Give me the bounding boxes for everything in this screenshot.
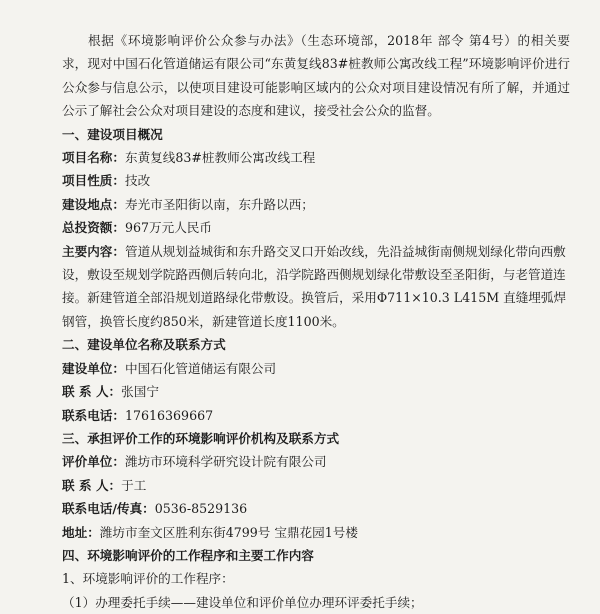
field-value: 17616369667	[124, 407, 214, 423]
field-project-nature	[62, 169, 570, 192]
procedure-line-1: 1、环境影响评价的工作程序：	[62, 571, 234, 587]
field-label: 建设单位：	[62, 360, 125, 376]
field-evaluator-contact	[62, 474, 570, 497]
field-total-investment	[62, 216, 570, 239]
field-label: 联 系 人：	[62, 384, 122, 400]
field-label: 项目名称：	[62, 150, 125, 166]
section-heading-builder: 二、建设单位名称及联系方式	[62, 337, 226, 353]
section-heading-project-overview: 一、建设项目概况	[62, 126, 163, 142]
field-label: 主要内容：	[62, 243, 125, 259]
field-value: 967万元人民币	[124, 220, 212, 236]
field-value: 寿光市圣阳街以南，东升路以西；	[124, 196, 314, 212]
field-value: 潍坊市奎文区胜利东街4799号 宝鼎花园1号楼	[99, 524, 358, 540]
field-label: 联系电话：	[62, 407, 125, 423]
field-builder-contact	[62, 380, 570, 403]
section-heading-evaluator: 三、承担评价工作的环境影响评价机构及联系方式	[62, 430, 340, 446]
field-evaluator-phone-fax	[62, 497, 570, 520]
field-main-content	[62, 240, 570, 334]
field-label: 联系电话/传真：	[62, 501, 155, 517]
field-evaluator-unit	[62, 450, 570, 473]
field-value: 中国石化管道储运有限公司	[124, 360, 277, 376]
procedure-line-2: （1）办理委托手续——建设单位和评价单位办理环评委托手续；	[62, 594, 423, 610]
field-evaluator-address	[62, 521, 570, 544]
field-label: 评价单位：	[62, 454, 125, 470]
field-value: 管道从规划益城街和东升路交叉口开始改线，先沿益城街南侧规划绿化带向西敷设，敷设至规划学院路西侧后转向北，沿学院路西侧规划绿化带敷设至圣阳街，与老管道连接。新建管道全部沿规划道路绿化带敷设。换管后，采用Φ711×10.3 L415M 直缝埋弧焊钢管，换管长度约850米，新建管道长度1100米。	[62, 243, 567, 329]
field-label: 建设地点：	[62, 196, 125, 212]
field-value: 技改	[124, 173, 151, 189]
field-label: 总投资额：	[62, 220, 125, 236]
section-heading-procedure: 四、环境影响评价的工作程序和主要工作内容	[62, 547, 314, 563]
field-value: 东黄复线83#桩教师公寓改线工程	[124, 150, 316, 166]
field-value: 于工	[121, 477, 147, 493]
field-value: 潍坊市环境科学研究设计院有限公司	[124, 454, 327, 470]
field-label: 地址：	[62, 524, 100, 540]
field-construction-site	[62, 193, 570, 216]
intro-paragraph: 根据《环境影响评价公众参与办法》（生态环境部，2018年 部令 第4号）的相关要求，现对中国石化管道储运有限公司“东黄复线83#桩教师公寓改线工程”环境影响评价进行公众参与信息公示，以使项目建设可能影响区域内的公众对项目建设情况有所了解，并通过公示了解社会公众对项目建设的态度和建议，接受社会公众的监督。	[62, 33, 570, 119]
field-project-name	[62, 146, 570, 169]
field-value: 张国宁	[121, 384, 159, 400]
field-value: 0536-8529136	[154, 501, 248, 517]
field-label: 联 系 人：	[62, 477, 122, 493]
field-builder-phone	[62, 404, 570, 427]
field-label: 项目性质：	[62, 173, 125, 189]
field-builder-unit	[62, 357, 570, 380]
